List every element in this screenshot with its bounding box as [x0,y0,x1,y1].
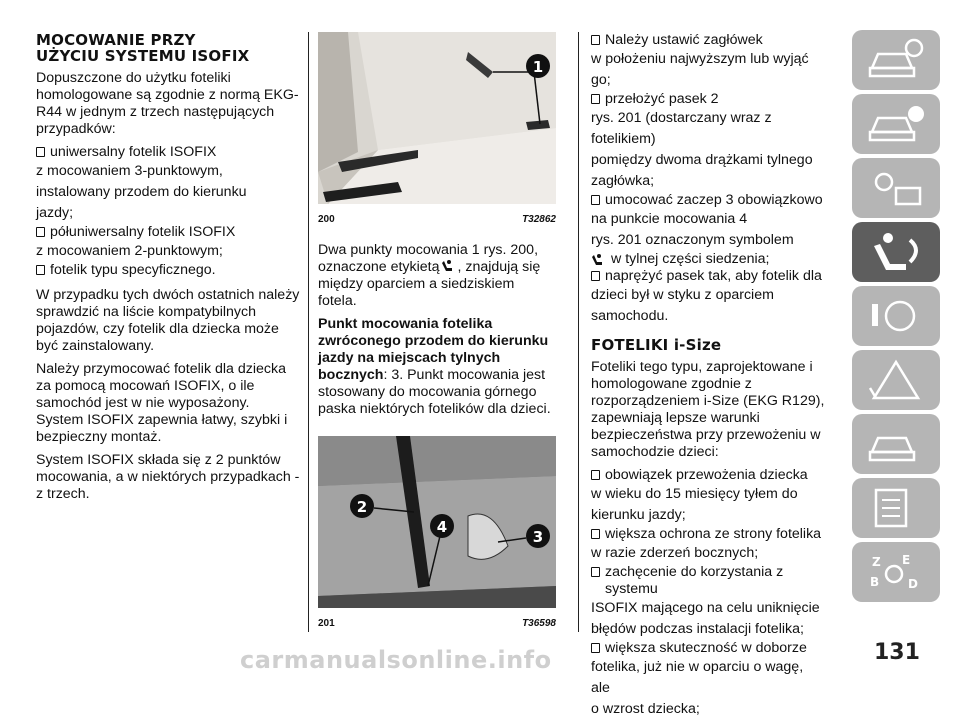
bullet-continuation: zagłówka; [591,173,655,189]
bullet-continuation: fotelika, już nie w oparciu o wagę, ale [591,659,804,696]
paragraph: Foteliki tego typu, zaprojektowane i homologowane zgodnie z rozporządzeniem i-Size (EKG R129), zapewniają lepsze warunki bezpieczeństwa przy przewożeniu w samochodzie dzieci: [591,359,825,460]
isofix-child-seat-icon [441,259,455,273]
bullet-item: umocować zaczep 3 obowiązkowo [591,192,825,209]
bullet-item: większa ochrona ze strony fotelika [591,526,825,543]
tab-technical-data[interactable] [852,478,940,538]
car-info-icon [866,38,926,82]
bullet-item: przełożyć pasek 2 [591,91,825,108]
checkbox-bullet-icon [591,529,600,539]
tab-dashboard-lights[interactable] [852,158,940,218]
tab-warning-road[interactable] [852,350,940,410]
tab-car-service[interactable] [852,414,940,474]
bullet-continuation: z mocowaniem 3-punktowym, [36,163,223,179]
bullet-continuation: na punkcie mocowania 4 [591,211,748,227]
column-divider [578,32,579,632]
bullet-continuation: błędów podczas instalacji fotelika; [591,621,804,637]
bullet-continuation: o wzrost dziecka; [591,701,700,717]
bullet-item: fotelik typu specyficznego. [36,262,300,279]
bullet-item: zachęcenie do korzystania z systemu [591,564,825,598]
figure-number: 201 [318,618,335,629]
top-tether-symbol-icon [591,253,605,267]
bullet-continuation: dzieci był w styku z oparciem samochodu. [591,287,774,324]
bullet-item: uniwersalny fotelik ISOFIX [36,144,300,161]
bullet-item: naprężyć pasek tak, aby fotelik dla [591,268,825,285]
page-number: 131 [874,640,920,665]
intro-paragraph: Dopuszczone do użytku foteliki homologowane są zgodnie z normą EKG-R44 w jednym z trzech następujących przypadków: [36,70,299,137]
figure-caption [318,615,556,632]
bullet-continuation: rys. 201 (dostarczany wraz z fotelikiem) [591,110,772,147]
callout-1: 1 [532,58,544,76]
bullet-continuation: jazdy; [36,205,74,221]
bullet-item: półuniwersalny fotelik ISOFIX [36,224,300,241]
bullet-continuation: instalowany przodem do kierunku [36,184,247,200]
bullet-continuation: z mocowaniem 2-punktowym; [36,243,223,259]
bullet-item: obowiązek przewożenia dziecka [591,467,825,484]
paragraph: W przypadku tych dwóch ostatnich należy sprawdzić na liście kompatybilnych pojazdów, czy fotelik dla dziecka może być zainstalowany. [36,287,300,354]
checkbox-bullet-icon [591,271,600,281]
column-left [36,32,300,509]
car-service-icon [866,422,926,466]
callout-4: 4 [436,518,448,536]
bullet-continuation: w razie zderzeń bocznych; [591,545,759,561]
paragraph: Dwa punkty mocowania 1 rys. 200, oznaczone etykietą , znajdują się między oparciem a siedziskiem fotela. [318,242,541,309]
paragraph: System ISOFIX składa się z 2 punktów mocowania, a w niektórych przypadkach - z trzech. [36,452,300,502]
svg-text:E: E [902,553,911,567]
checkbox-bullet-icon [591,35,600,45]
bullet-continuation: w tylnej części siedzenia; [591,251,825,268]
checkbox-bullet-icon [591,94,600,104]
column-middle [318,32,556,632]
paragraph: Punkt mocowania fotelika zwróconego przodem do kierunku jazdy na miejscach tylnych bocznych: 3. Punkt mocowania jest stosowany do mocowania górnego paska niektórych fotelików dla dzieci. [318,316,551,417]
checkbox-bullet-icon [36,227,45,237]
checkbox-bullet-icon [36,265,45,275]
section-title-isize: FOTELIKI i-Size [591,336,722,354]
bullet-continuation: kierunku jazdy; [591,507,686,523]
bullet-continuation: ISOFIX mającego na celu uniknięcie [591,600,820,616]
index-icon [866,550,926,594]
section-title-isofix: MOCOWANIE PRZY UŻYCIU SYSTEMU ISOFIX [36,31,250,65]
svg-text:D: D [908,577,918,591]
bullet-continuation: w położeniu najwyższym lub wyjąć go; [591,51,809,88]
starting-driving-icon [866,294,926,338]
chapter-tabs [852,30,940,606]
svg-text:B: B [870,575,880,589]
callout-3: 3 [532,528,544,546]
tab-car-warning[interactable] [852,94,940,154]
figure-number: 200 [318,214,335,225]
tab-car-info[interactable] [852,30,940,90]
tab-starting-driving[interactable] [852,286,940,346]
isofix-anchor-photo [318,32,556,204]
technical-data-icon [866,486,926,530]
bullet-item: większa skuteczność w doborze [591,640,825,657]
svg-text:Z: Z [872,555,881,569]
figure-code: T32862 [522,214,556,225]
checkbox-bullet-icon [591,195,600,205]
checkbox-bullet-icon [591,643,600,653]
tab-index[interactable] [852,542,940,602]
checkbox-bullet-icon [36,147,45,157]
dashboard-lights-icon [866,166,926,210]
seat-airbag-icon [866,230,926,274]
callout-2: 2 [356,498,368,516]
top-tether-photo [318,436,556,608]
checkbox-bullet-icon [591,567,600,577]
bullet-item: Należy ustawić zagłówek [591,32,825,49]
checkbox-bullet-icon [591,470,600,480]
car-warning-icon [866,102,926,146]
warning-road-icon [866,358,926,402]
figure-201 [318,436,556,632]
bullet-continuation: w wieku do 15 miesięcy tyłem do [591,486,798,502]
bullet-continuation: rys. 201 oznaczonym symbolem [591,232,794,248]
paragraph: Należy przymocować fotelik dla dziecka za pomocą mocowań ISOFIX, o ile samochód jest w nie wyposażony. System ISOFIX zapewnia łatwy, szybki i bezpieczny montaż. [36,361,288,445]
figure-caption [318,211,556,228]
tab-seat-airbag[interactable] [852,222,940,282]
column-right [591,32,825,720]
bullet-continuation: pomiędzy dwoma drążkami tylnego [591,152,813,168]
column-divider [308,32,309,632]
figure-code: T36598 [522,618,556,629]
figure-200 [318,32,556,228]
watermark: carmanualsonline.info [240,646,552,674]
